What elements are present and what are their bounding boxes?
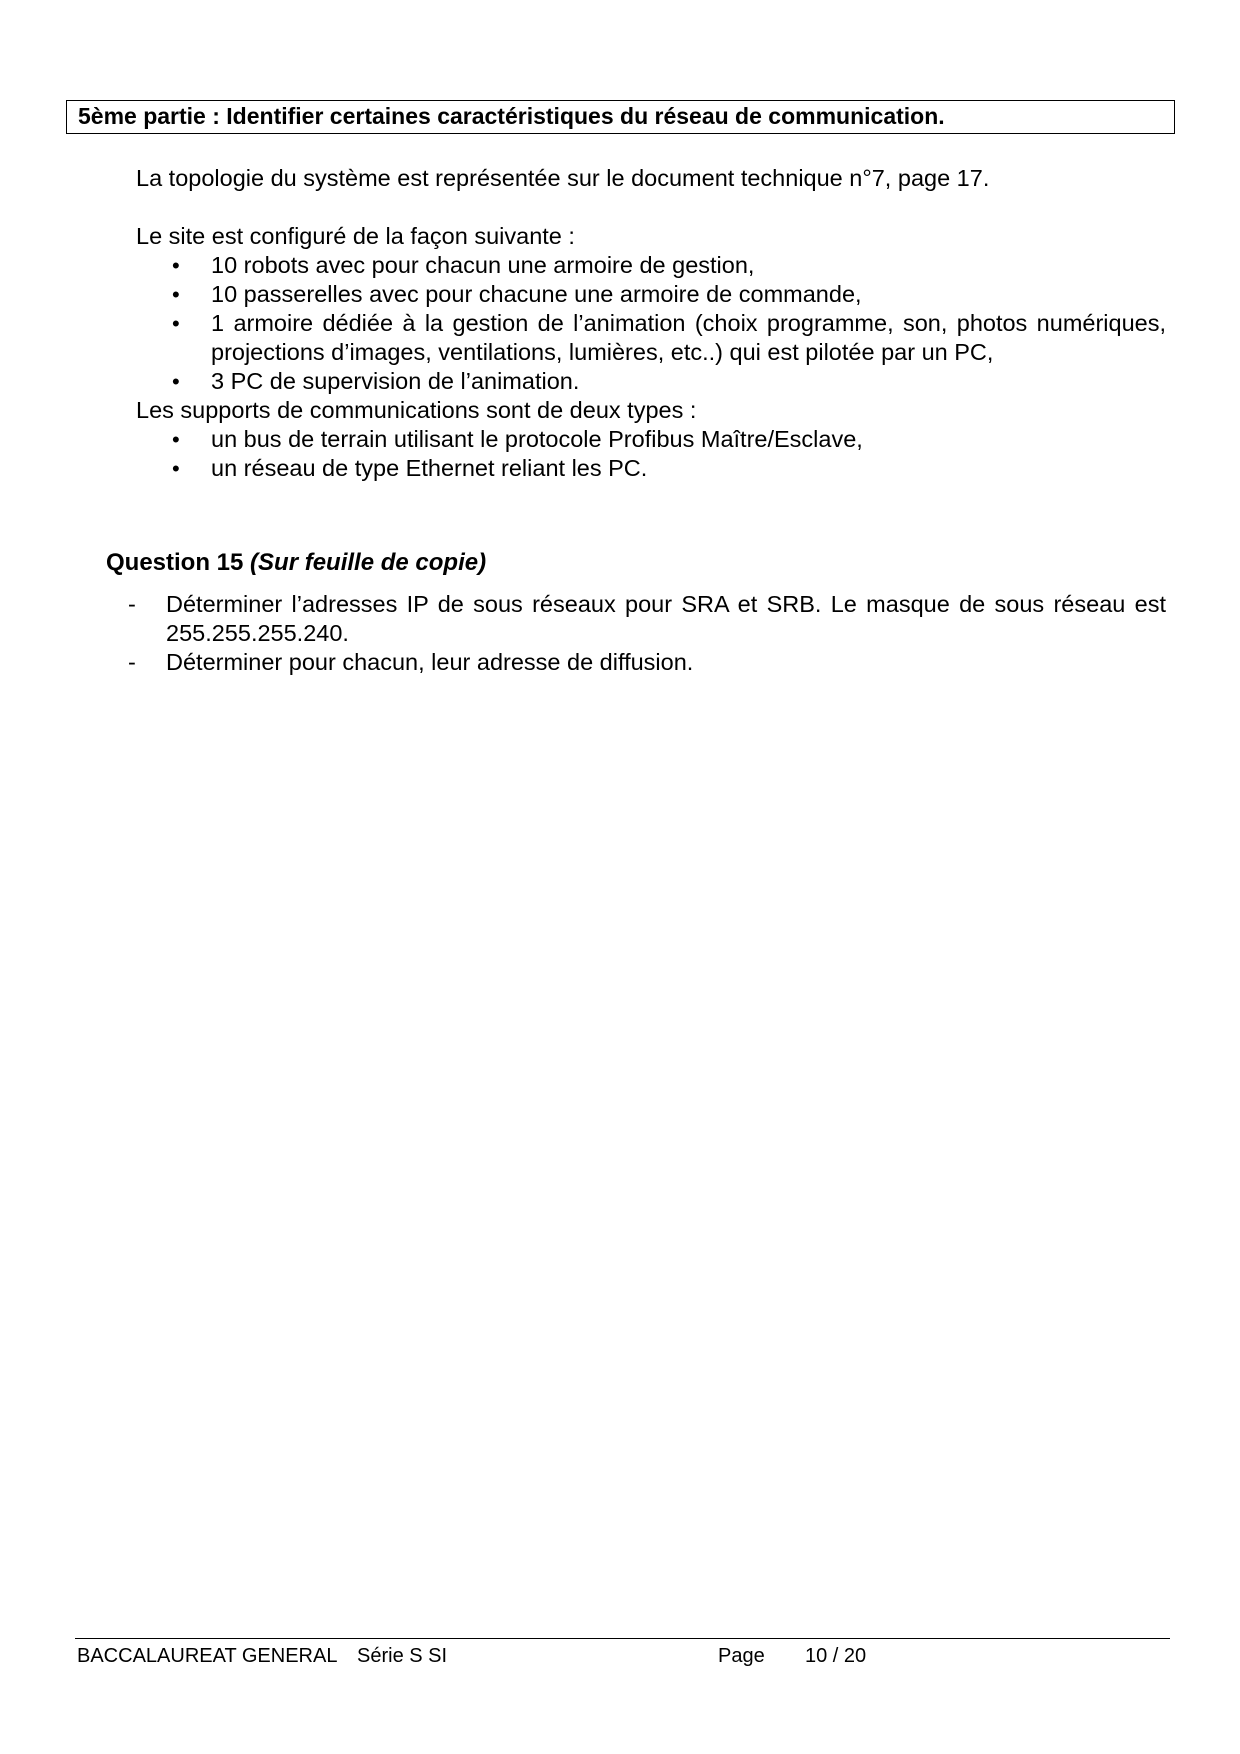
topology-paragraph-block	[136, 164, 1166, 193]
bullet-icon: •	[172, 311, 180, 336]
bullet-icon: •	[172, 427, 180, 452]
section-title: 5ème partie : Identifier certaines caractéristiques du réseau de communication.	[78, 103, 945, 129]
list-item	[136, 454, 1166, 483]
section-title-box	[66, 100, 1175, 134]
bullet-icon: •	[172, 456, 180, 481]
footer-series: Série S SI	[357, 1645, 448, 1667]
list-item	[136, 425, 1166, 454]
list-item-text: 10 passerelles avec pour chacune une armoire de commande,	[211, 281, 862, 307]
footer-page-number: 10 / 20	[805, 1645, 867, 1667]
topology-paragraph: La topologie du système est représentée sur le document technique n°7, page 17.	[136, 165, 990, 191]
bullet-icon: •	[172, 253, 180, 278]
configuration-block	[136, 222, 1166, 483]
list-item-text: un réseau de type Ethernet reliant les PC.	[211, 455, 648, 481]
list-item	[136, 309, 1166, 367]
footer-page-label: Page	[718, 1645, 765, 1667]
configuration-list	[136, 251, 1166, 396]
bullet-icon: •	[172, 282, 180, 307]
list-item-text: 1 armoire dédiée à la gestion de l’animation (choix programme, son, photos numériques, projections d’images, ventilations, lumières, etc..) qui est pilotée par un PC,	[211, 310, 1166, 365]
list-item	[136, 251, 1166, 280]
question-heading	[106, 548, 486, 578]
list-item-text: Déterminer pour chacun, leur adresse de diffusion.	[166, 649, 694, 675]
dash-icon: -	[128, 591, 136, 617]
bullet-icon: •	[172, 369, 180, 394]
list-item-text: 10 robots avec pour chacun une armoire de gestion,	[211, 252, 755, 278]
footer-divider	[75, 1638, 1170, 1639]
dash-icon: -	[128, 649, 136, 675]
footer-exam: BACCALAUREAT GENERAL	[77, 1645, 338, 1667]
list-item	[136, 367, 1166, 396]
list-item	[136, 280, 1166, 309]
supports-lead: Les supports de communications sont de deux types :	[136, 397, 697, 423]
supports-list	[136, 425, 1166, 483]
list-item-text: 3 PC de supervision de l’animation.	[211, 368, 580, 394]
configuration-lead: Le site est configuré de la façon suivante :	[136, 223, 575, 249]
list-item	[128, 648, 1166, 677]
question-label: Question 15	[106, 549, 244, 576]
list-item-text: Déterminer l’adresses IP de sous réseaux pour SRA et SRB. Le masque de sous réseau est 255.255.255.240.	[166, 591, 1166, 646]
question-list	[128, 590, 1166, 677]
list-item	[128, 590, 1166, 648]
question-subtitle: (Sur feuille de copie)	[250, 549, 487, 576]
list-item-text: un bus de terrain utilisant le protocole Profibus Maître/Esclave,	[211, 426, 863, 452]
